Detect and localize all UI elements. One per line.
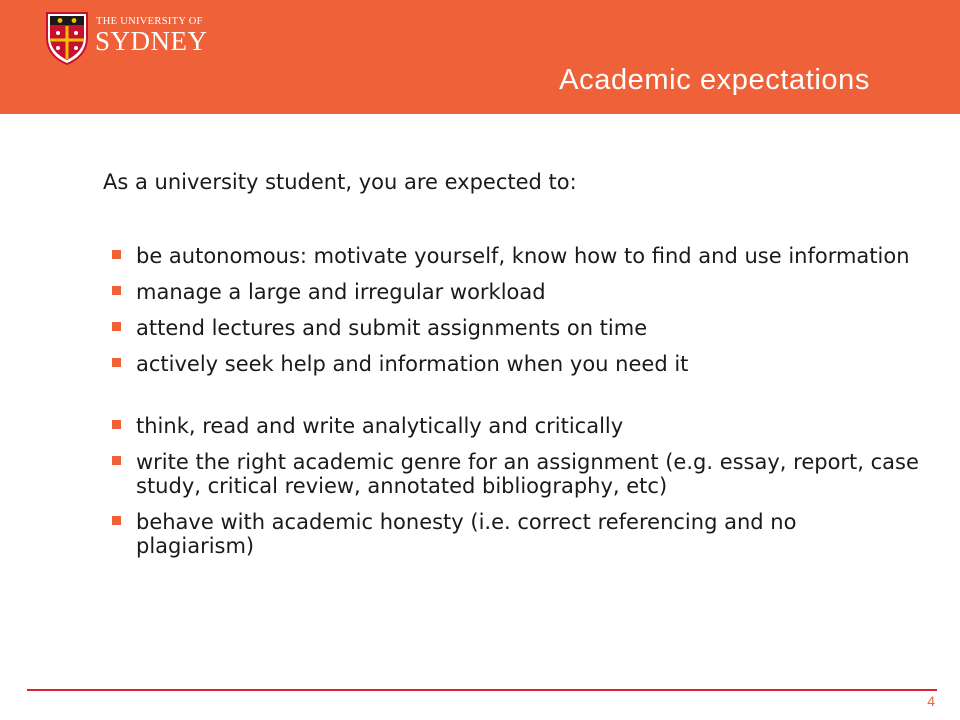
bullet-square-icon [112, 250, 121, 259]
list-item-text: manage a large and irregular workload [136, 280, 546, 304]
intro-text: As a university student, you are expected to: [103, 170, 577, 194]
list-item [100, 450, 920, 498]
slide-header [0, 0, 960, 114]
page-number: 4 [927, 693, 935, 709]
list-item [100, 244, 920, 268]
list-item-text: attend lectures and submit assignments on time [136, 316, 648, 340]
bullet-square-icon [112, 420, 121, 429]
bullet-square-icon [112, 322, 121, 331]
list-item [100, 510, 920, 558]
bullet-square-icon [112, 516, 121, 525]
list-item [100, 316, 920, 340]
list-item-text: behave with academic honesty (i.e. correct referencing and no plagiarism) [136, 510, 797, 558]
expectations-list [100, 244, 920, 570]
list-item-text: think, read and write analytically and critically [136, 414, 624, 438]
bullet-square-icon [112, 456, 121, 465]
university-logo [44, 10, 244, 68]
logo-wordmark: SYDNEY [95, 26, 208, 56]
list-item [100, 352, 920, 376]
list-item [100, 280, 920, 304]
list-item-text: write the right academic genre for an assignment (e.g. essay, report, case study, critical review, annotated bibliography, etc) [136, 450, 919, 498]
list-item-text: actively seek help and information when you need it [136, 352, 689, 376]
slide-title: Academic expectations [559, 64, 870, 96]
logo-subtitle: THE UNIVERSITY OF [96, 16, 203, 27]
footer-divider [27, 689, 937, 691]
bullet-square-icon [112, 286, 121, 295]
crest-icon [44, 10, 90, 66]
bullet-square-icon [112, 358, 121, 367]
list-item [100, 414, 920, 438]
list-item-text: be autonomous: motivate yourself, know how to find and use information [136, 244, 910, 268]
